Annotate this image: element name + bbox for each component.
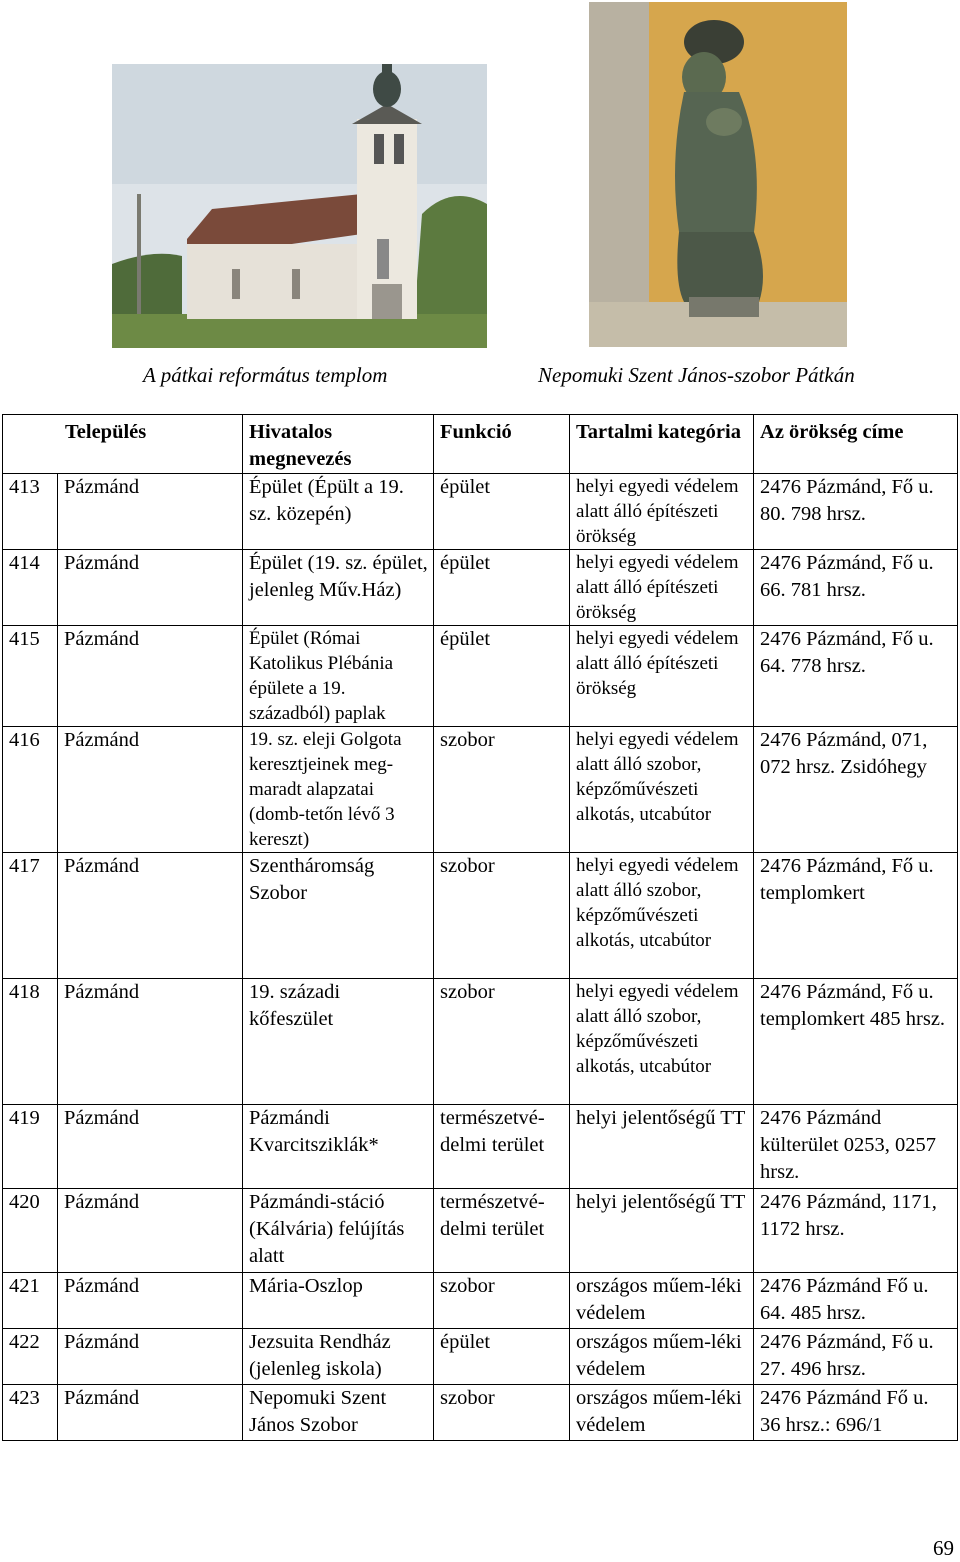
row-function: épület — [434, 474, 570, 550]
row-place: Pázmánd — [58, 474, 243, 550]
table-row — [3, 1105, 958, 1189]
row-number: 419 — [3, 1105, 58, 1189]
row-name: Épület (19. sz. épület, jelenleg Műv.Ház) — [243, 550, 434, 626]
row-address: 2476 Pázmánd, Fő u. 64. 778 hrsz. — [754, 626, 958, 727]
row-name: Mária-Oszlop — [243, 1273, 434, 1329]
header-name: Hivatalos megnevezés — [243, 415, 434, 474]
row-place: Pázmánd — [58, 979, 243, 1105]
row-category: helyi jelentőségű TT — [570, 1105, 754, 1189]
row-function: természetvé-delmi terület — [434, 1105, 570, 1189]
row-name: Épület (Épült a 19. sz. közepén) — [243, 474, 434, 550]
table-row — [3, 1385, 958, 1441]
row-number: 416 — [3, 727, 58, 853]
table-row — [3, 1189, 958, 1273]
row-category: helyi egyedi védelem alatt álló szobor, képzőművészeti alkotás, utcabútor — [570, 979, 754, 1105]
row-place: Pázmánd — [58, 727, 243, 853]
table-row — [3, 727, 958, 853]
row-category: helyi egyedi védelem alatt álló építészeti örökség — [570, 550, 754, 626]
row-name: 19. századi kőfeszület — [243, 979, 434, 1105]
row-name: Nepomuki Szent János Szobor — [243, 1385, 434, 1441]
row-number: 413 — [3, 474, 58, 550]
row-function: szobor — [434, 853, 570, 979]
row-number: 415 — [3, 626, 58, 727]
row-number: 420 — [3, 1189, 58, 1273]
row-function: szobor — [434, 979, 570, 1105]
row-number: 423 — [3, 1385, 58, 1441]
row-category: helyi egyedi védelem alatt álló építészeti örökség — [570, 474, 754, 550]
row-category: országos műem-léki védelem — [570, 1329, 754, 1385]
header-address: Az örökség címe — [754, 415, 958, 474]
row-place: Pázmánd — [58, 1189, 243, 1273]
row-address: 2476 Pázmánd Fő u. 64. 485 hrsz. — [754, 1273, 958, 1329]
heritage-table — [2, 414, 958, 1441]
statue-caption: Nepomuki Szent János-szobor Pátkán — [538, 363, 855, 387]
row-function: épület — [434, 550, 570, 626]
table-row — [3, 979, 958, 1105]
row-function: szobor — [434, 1273, 570, 1329]
row-number: 418 — [3, 979, 58, 1105]
row-address: 2476 Pázmánd, Fő u. 80. 798 hrsz. — [754, 474, 958, 550]
row-number: 417 — [3, 853, 58, 979]
row-category: helyi egyedi védelem alatt álló szobor, képzőművészeti alkotás, utcabútor — [570, 727, 754, 853]
row-category: helyi jelentőségű TT — [570, 1189, 754, 1273]
row-name: Épület (Római Katolikus Plébánia épülete a 19. századból) paplak — [243, 626, 434, 727]
row-number: 422 — [3, 1329, 58, 1385]
row-place: Pázmánd — [58, 853, 243, 979]
row-address: 2476 Pázmánd külterület 0253, 0257 hrsz. — [754, 1105, 958, 1189]
row-name: Jezsuita Rendház (jelenleg iskola) — [243, 1329, 434, 1385]
row-function: természetvé-delmi terület — [434, 1189, 570, 1273]
table-row — [3, 1273, 958, 1329]
row-address: 2476 Pázmánd, Fő u. templomkert 485 hrsz. — [754, 979, 958, 1105]
row-number: 414 — [3, 550, 58, 626]
church-photo — [112, 64, 487, 348]
row-place: Pázmánd — [58, 626, 243, 727]
row-place: Pázmánd — [58, 1385, 243, 1441]
row-function: szobor — [434, 727, 570, 853]
row-address: 2476 Pázmánd, Fő u. templomkert — [754, 853, 958, 979]
header-function: Funkció — [434, 415, 570, 474]
table-row — [3, 550, 958, 626]
table-row — [3, 1329, 958, 1385]
page-number: 69 — [933, 1536, 954, 1560]
statue-photo — [589, 2, 847, 347]
table-row — [3, 474, 958, 550]
row-address: 2476 Pázmánd Fő u. 36 hrsz.: 696/1 — [754, 1385, 958, 1441]
row-place: Pázmánd — [58, 1329, 243, 1385]
row-address: 2476 Pázmánd, Fő u. 27. 496 hrsz. — [754, 1329, 958, 1385]
row-category: országos műem-léki védelem — [570, 1273, 754, 1329]
table-row — [3, 626, 958, 727]
header-category: Tartalmi kategória — [570, 415, 754, 474]
row-category: helyi egyedi védelem alatt álló építészeti örökség — [570, 626, 754, 727]
row-address: 2476 Pázmánd, 1171, 1172 hrsz. — [754, 1189, 958, 1273]
row-name: Pázmándi Kvarcitsziklák* — [243, 1105, 434, 1189]
row-function: épület — [434, 1329, 570, 1385]
row-place: Pázmánd — [58, 1273, 243, 1329]
row-address: 2476 Pázmánd, Fő u. 66. 781 hrsz. — [754, 550, 958, 626]
row-number: 421 — [3, 1273, 58, 1329]
row-place: Pázmánd — [58, 550, 243, 626]
header-place: Település — [3, 415, 243, 474]
row-name: Szentháromság Szobor — [243, 853, 434, 979]
table-header-row — [3, 415, 958, 474]
row-category: helyi egyedi védelem alatt álló szobor, képzőművészeti alkotás, utcabútor — [570, 853, 754, 979]
row-name: 19. sz. eleji Golgota keresztjeinek meg-maradt alapzatai (domb-tetőn lévő 3 kereszt) — [243, 727, 434, 853]
row-function: épület — [434, 626, 570, 727]
row-address: 2476 Pázmánd, 071, 072 hrsz. Zsidóhegy — [754, 727, 958, 853]
table-row — [3, 853, 958, 979]
church-caption: A pátkai református templom — [143, 363, 388, 387]
row-category: országos műem-léki védelem — [570, 1385, 754, 1441]
row-function: szobor — [434, 1385, 570, 1441]
row-place: Pázmánd — [58, 1105, 243, 1189]
row-name: Pázmándi-stáció (Kálvária) felújítás alatt — [243, 1189, 434, 1273]
